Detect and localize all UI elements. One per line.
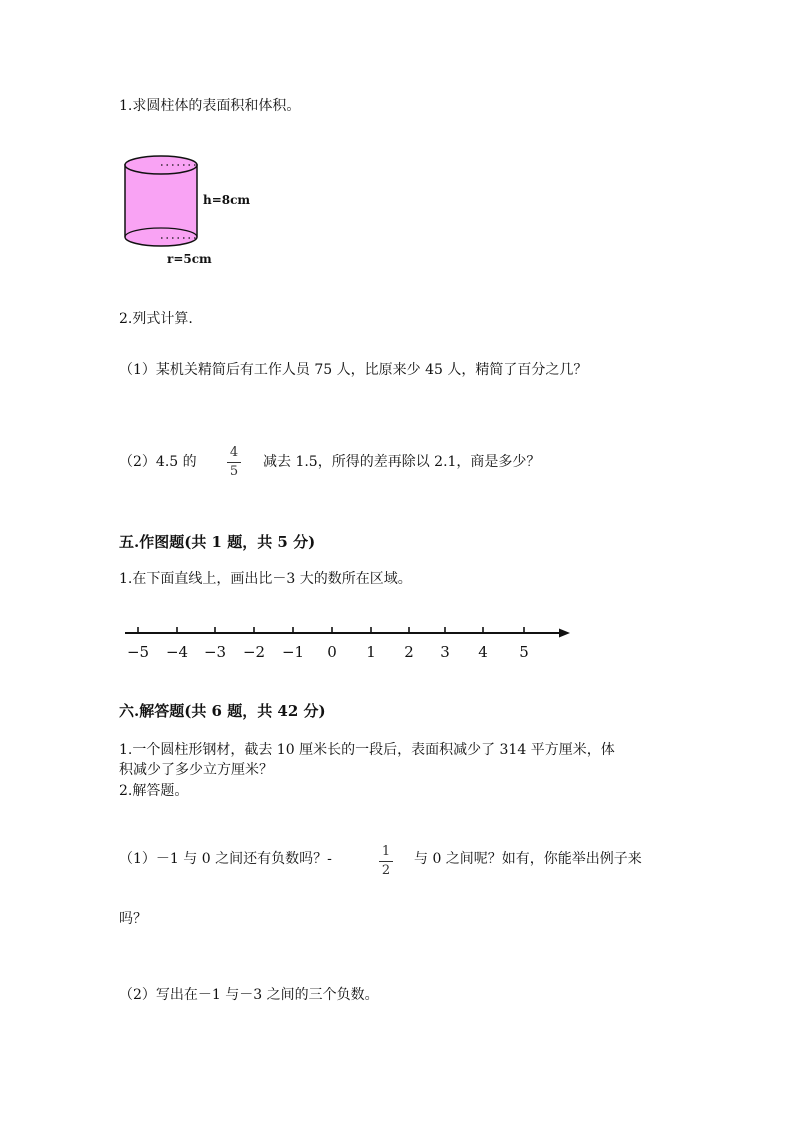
number-line-label: −2 <box>242 643 266 661</box>
section-6-question-2-title: 2.解答题。 <box>119 783 189 799</box>
number-line-label: −4 <box>165 643 189 661</box>
radius-label: r=5cm <box>167 252 212 266</box>
question-2-title: 2.列式计算. <box>119 311 193 327</box>
fraction-denominator: 5 <box>229 464 239 479</box>
cylinder-figure <box>110 150 260 270</box>
number-line-arrow <box>559 629 570 638</box>
number-line-label: −1 <box>281 643 305 661</box>
fraction-bar <box>379 861 393 862</box>
number-line-label: 4 <box>478 643 488 661</box>
section-6-question-2-1-suffix: 与 0 之间呢？如有，你能举出例子来 <box>414 851 642 867</box>
fraction-numerator: 1 <box>381 844 391 859</box>
fraction-four-fifths <box>227 446 241 479</box>
number-line <box>115 618 585 666</box>
section-6-question-2-1-continued: 吗？ <box>119 911 147 927</box>
number-line-label: 2 <box>404 643 414 661</box>
section-6-question-1-line-2: 积减少了多少立方厘米？ <box>119 762 273 778</box>
number-line-label: 0 <box>327 643 337 661</box>
number-line-label: −3 <box>203 643 227 661</box>
fraction-denominator: 2 <box>381 863 391 878</box>
number-line-label: 3 <box>440 643 450 661</box>
number-line-label: 5 <box>519 643 529 661</box>
fraction-bar <box>227 462 241 463</box>
fraction-numerator: 4 <box>229 445 239 460</box>
section-6-title: 六.解答题(共 6 题，共 42 分) <box>119 702 326 720</box>
cylinder-body <box>125 165 197 246</box>
section-5-title: 五.作图题(共 1 题，共 5 分) <box>119 533 316 551</box>
question-2-1: （1）某机关精简后有工作人员 75 人，比原来少 45 人，精简了百分之几？ <box>119 362 588 378</box>
question-1-title: 1.求圆柱体的表面积和体积。 <box>119 98 301 114</box>
number-line-label: 1 <box>366 643 376 661</box>
question-2-2-suffix: 减去 1.5，所得的差再除以 2.1，商是多少？ <box>263 454 541 470</box>
question-2-2-prefix: （2）4.5 的 <box>119 454 197 470</box>
section-6-question-2-1-prefix: （1）－1 与 0 之间还有负数吗？- <box>119 851 332 867</box>
section-6-question-2-2: （2）写出在－1 与－3 之间的三个负数。 <box>119 987 379 1003</box>
section-6-question-1-line-1: 1.一个圆柱形钢材，截去 10 厘米长的一段后，表面积减少了 314 平方厘米，体 <box>119 742 615 758</box>
fraction-one-half <box>379 845 393 878</box>
number-line-label: −5 <box>126 643 150 661</box>
height-label: h=8cm <box>203 193 251 207</box>
section-5-question-1: 1.在下面直线上，画出比－3 大的数所在区域。 <box>119 571 412 587</box>
